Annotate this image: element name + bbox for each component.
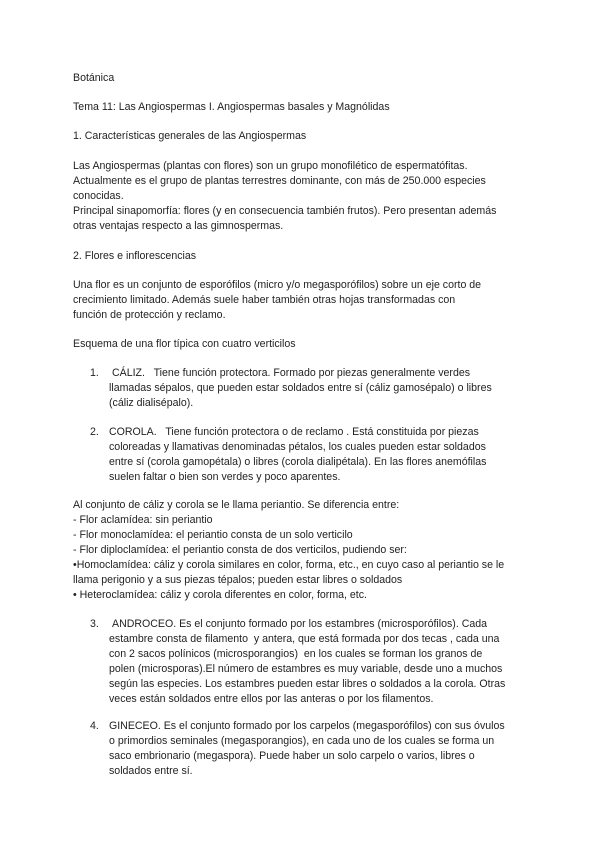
- androceo-line: polen (microsporas).El número de estambres es muy variable, desde uno a muchos: [109, 663, 503, 675]
- perianth-line: - Flor aclamídea: sin periantio: [73, 514, 213, 526]
- androceo-line: según las especies. Los estambres pueden estar libres o soldados a la corola. Otras: [109, 678, 506, 690]
- section-1-line: otras ventajas respecto a las gimnospermas.: [73, 220, 284, 232]
- perianth-line: •Homoclamídea: cáliz y corola similares en color, forma, etc., en cuyo caso al periantio se le: [73, 559, 505, 571]
- perianth-line: Al conjunto de cáliz y corola se le llama periantio. Se diferencia entre:: [73, 499, 400, 511]
- perianth-line: • Heteroclamídea: cáliz y corola diferentes en color, forma, etc.: [73, 589, 367, 601]
- corola-line: suelen faltar o bien son verdes y poco aparentes.: [109, 471, 341, 483]
- section-1-line: Actualmente es el grupo de plantas terrestres dominante, con más de 250.000 especies: [73, 175, 486, 187]
- perianth-line: - Flor diploclamídea: el periantio consta de dos verticilos, pudiendo ser:: [73, 544, 407, 556]
- section-2-intro-line: función de protección y reclamo.: [73, 309, 226, 321]
- corola-line: COROLA. Tiene función protectora o de reclamo . Está constituida por piezas: [109, 426, 479, 438]
- list-number: 4.: [90, 720, 99, 732]
- section-2-intro-line: Una flor es un conjunto de esporófilos (micro y/o megasporófilos) sobre un eje corto de: [73, 279, 482, 291]
- gineceo-line: GINECEO. Es el conjunto formado por los carpelos (megasporófilos) con sus óvulos: [109, 720, 505, 732]
- list-number: 1.: [90, 367, 99, 379]
- androceo-line: con 2 sacos polínicos (microsporangios) en los cuales se forman los granos de: [109, 648, 483, 660]
- scheme-caption: Esquema de una flor típica con cuatro verticilos: [73, 338, 296, 350]
- perianth-line: llama perigonio y a sus piezas tépalos; pueden estar libres o soldados: [73, 574, 403, 586]
- section-1-line: Principal sinapomorfía: flores (y en consecuencia también frutos). Pero presentan además: [73, 205, 497, 217]
- subject-title: Botánica: [73, 72, 115, 84]
- section-1-line: Las Angiospermas (plantas con flores) son un grupo monofilético de espermatófitas.: [73, 160, 468, 172]
- perianth-line: - Flor monoclamídea: el periantio consta de un solo verticilo: [73, 529, 353, 541]
- section-2-intro-line: crecimiento limitado. Además suele haber también otras hojas transformadas con: [73, 294, 456, 306]
- androceo-line: veces están soldados entre ellos por las anteras o por los filamentos.: [109, 693, 434, 705]
- gineceo-line: soldados entre sí.: [109, 765, 193, 777]
- androceo-line: ANDROCEO. Es el conjunto formado por los estambres (microsporófilos). Cada: [112, 618, 488, 630]
- section-1-heading: 1. Características generales de las Angiospermas: [73, 130, 307, 142]
- list-number: 3.: [90, 618, 99, 630]
- section-2-heading: 2. Flores e inflorescencias: [73, 250, 197, 262]
- corola-line: coloreadas y llamativas denominadas pétalos, los cuales pueden estar soldados: [109, 441, 486, 453]
- caliz-line: (cáliz dialisépalo).: [109, 397, 194, 409]
- androceo-line: estambre consta de filamento y antera, que está formada por dos tecas , cada una: [109, 633, 500, 645]
- section-1-line: conocidas.: [73, 190, 124, 202]
- topic-title: Tema 11: Las Angiospermas I. Angiospermas basales y Magnólidas: [73, 101, 390, 113]
- caliz-line: CÁLIZ. Tiene función protectora. Formado por piezas generalmente verdes: [112, 367, 471, 379]
- list-number: 2.: [90, 426, 99, 438]
- corola-line: entre sí (corola gamopétala) o libres (corola dialipétala). En las flores anemófilas: [109, 456, 487, 468]
- caliz-line: llamadas sépalos, que pueden estar soldados entre sí (cáliz gamosépalo) o libres: [109, 382, 492, 394]
- gineceo-line: saco embrionario (megaspora). Puede haber un solo carpelo o varios, libres o: [109, 750, 475, 762]
- gineceo-line: o primordios seminales (megasporangios), en cada uno de los cuales se forma un: [109, 735, 495, 747]
